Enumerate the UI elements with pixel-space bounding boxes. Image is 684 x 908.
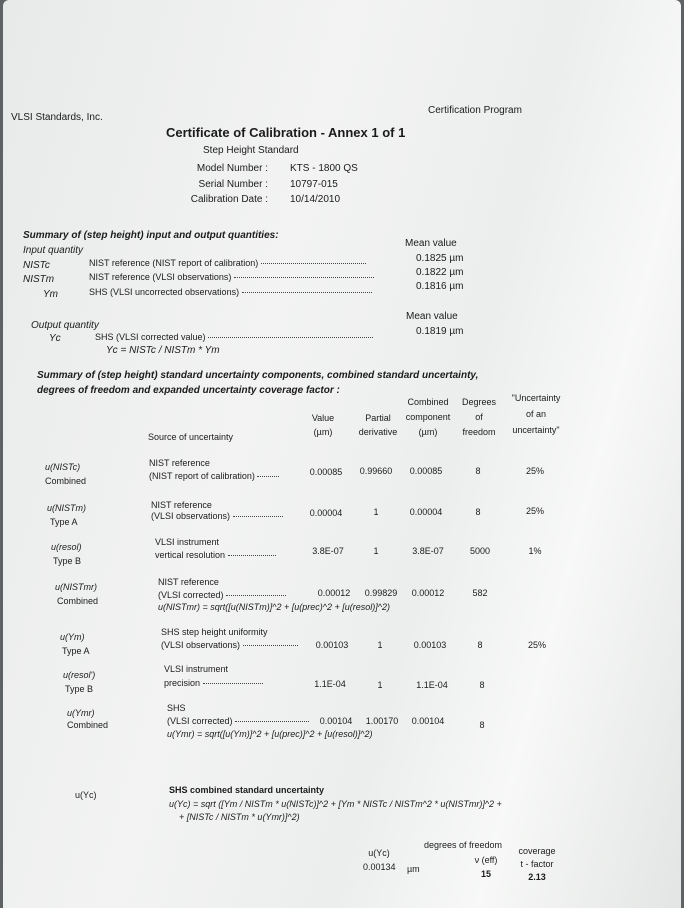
uncertainty-percent: 25% (527, 640, 546, 650)
serial-value: 10797-015 (290, 179, 338, 190)
uncertainty-symbol: u(Ym) (60, 632, 85, 642)
column-header-combined: Combined (407, 397, 449, 407)
input-mean-value: 0.1822 µm (416, 267, 464, 278)
uncertainty-source: (VLSI corrected) (167, 716, 309, 726)
partial-derivative: 1 (373, 507, 379, 517)
uncertainty-source: NIST reference (149, 458, 210, 468)
column-header-degrees: of (475, 412, 483, 422)
combined-formula: u(Yc) = sqrt ([Ym / NISTm * u(NISTc)]^2 + [Ym * NISTc / NISTm^2 * u(NISTmr)]^2 + (169, 799, 502, 809)
company-name: VLSI Standards, Inc. (11, 112, 103, 123)
uncertainty-value: 0.00004 (309, 508, 343, 518)
output-mean-value: 0.1819 µm (416, 326, 464, 337)
partial-derivative: 1 (377, 640, 383, 650)
coverage-label: t - factor (520, 859, 554, 869)
output-formula: Yc = NISTc / NISTm * Ym (106, 345, 220, 356)
column-header-partial: Partial (365, 413, 391, 423)
degrees-of-freedom: 5000 (469, 546, 491, 556)
degrees-of-freedom: 8 (475, 466, 481, 476)
column-header-degrees: Degrees (461, 397, 497, 407)
uncertainty-type: Type A (62, 646, 90, 656)
input-symbol: NISTm (23, 274, 55, 285)
uncertainty-type: Combined (57, 596, 99, 606)
input-description: SHS (VLSI uncorrected observations) (89, 287, 372, 297)
degrees-of-freedom: 8 (477, 640, 483, 650)
uncertainty-source: (NIST report of calibration) (149, 471, 279, 481)
uncertainty-source: (VLSI observations) (161, 640, 298, 650)
uncertainty-source: VLSI instrument (164, 664, 229, 674)
uncertainty-source: (VLSI observations) (151, 511, 283, 521)
certificate-subtitle: Step Height Standard (203, 145, 299, 156)
column-header-uncertainty: "Uncertainty (511, 393, 561, 403)
uncertainty-source: precision (164, 678, 263, 688)
degrees-of-freedom: 582 (472, 588, 488, 598)
uncertainty-value: 3.8E-07 (312, 546, 344, 556)
dof-label: degrees of freedom (423, 840, 503, 850)
partial-derivative: 0.99829 (364, 588, 398, 598)
uncertainty-type: Type B (65, 684, 94, 694)
partial-derivative: 1 (373, 546, 379, 556)
uncertainty-type: Combined (45, 476, 87, 486)
output-quantity-label: Output quantity (31, 320, 99, 331)
combined-symbol: u(Yc) (75, 790, 97, 800)
date-value: 10/14/2010 (290, 194, 341, 205)
uncertainty-symbol: u(Ymr) (67, 708, 95, 718)
uncertainty-percent: 1% (528, 546, 542, 556)
uncertainty-heading: degrees of freedom and expanded uncertainty coverage factor : (37, 385, 340, 396)
coverage-label: coverage (518, 846, 556, 856)
uncertainty-source: NIST reference (158, 577, 219, 587)
column-header-degrees: freedom (462, 427, 496, 437)
input-symbol: NISTc (23, 260, 50, 271)
output-mean-label: Mean value (406, 311, 458, 322)
uncertainty-source: SHS (167, 703, 186, 713)
combined-component: 3.8E-07 (412, 546, 444, 556)
uncertainty-type: Combined (67, 720, 109, 730)
program-name: Certification Program (428, 105, 522, 116)
uncertainty-type: Type B (53, 556, 82, 566)
input-mean-value: 0.1825 µm (416, 253, 464, 264)
summary-input-heading: Summary of (step height) input and output quantities: (23, 230, 279, 241)
uncertainty-formula: u(Ymr) = sqrt([u(Ym)]^2 + [u(prec)]^2 + [u(resol)]^2) (167, 729, 373, 739)
model-label: Model Number : (196, 163, 268, 174)
uncertainty-percent: 25% (525, 506, 544, 516)
uncertainty-source: (VLSI corrected) (158, 590, 286, 600)
uncertainty-symbol: u(NISTc) (45, 462, 81, 472)
dof-value: 15 (480, 869, 491, 879)
uncertainty-source: SHS step height uniformity (161, 627, 268, 637)
uncertainty-symbol: u(resol') (63, 670, 96, 680)
uncertainty-type: Type A (50, 517, 78, 527)
uncertainty-heading: Summary of (step height) standard uncertainty components, combined standard uncertainty, (37, 370, 479, 381)
combined-component: 1.1E-04 (416, 680, 448, 690)
uncertainty-value: 0.00104 (319, 716, 353, 726)
combined-component: 0.00085 (409, 466, 443, 476)
input-mean-value: 0.1816 µm (416, 281, 464, 292)
output-description: SHS (VLSI corrected value) (95, 332, 373, 342)
uncertainty-source: VLSI instrument (155, 537, 220, 547)
column-header-uncertainty: of an (525, 409, 547, 419)
coverage-value: 2.13 (528, 872, 546, 882)
serial-label: Serial Number : (198, 179, 268, 190)
dof-label: ν (eff) (474, 855, 498, 865)
input-quantity-label: Input quantity (23, 245, 84, 256)
column-header-value: Value (311, 413, 335, 423)
output-symbol: Yc (49, 333, 61, 344)
partial-derivative: 1 (377, 680, 383, 690)
degrees-of-freedom: 8 (475, 507, 481, 517)
result-unit: µm (407, 864, 420, 874)
column-header-source: Source of uncertainty (148, 432, 234, 442)
combined-component: 0.00103 (413, 640, 447, 650)
uncertainty-symbol: u(NISTm) (47, 503, 86, 513)
column-header-uncertainty: uncertainty" (512, 425, 560, 435)
uncertainty-source: NIST reference (151, 500, 212, 510)
date-label: Calibration Date : (190, 194, 268, 205)
uncertainty-value: 0.00103 (315, 640, 349, 650)
model-value: KTS - 1800 QS (290, 163, 358, 174)
partial-derivative: 1.00170 (365, 716, 399, 726)
result-value: 0.00134 (363, 862, 396, 872)
mean-value-label: Mean value (405, 238, 457, 249)
combined-formula: + [NISTc / NISTm * u(Ymr)]^2) (179, 812, 300, 822)
combined-component: 0.00004 (409, 507, 443, 517)
combined-component: 0.00104 (411, 716, 445, 726)
uncertainty-percent: 25% (525, 466, 544, 476)
result-label: u(Yc) (368, 848, 390, 858)
partial-derivative: 0.99660 (359, 466, 393, 476)
uncertainty-symbol: u(NISTmr) (55, 582, 97, 592)
degrees-of-freedom: 8 (479, 720, 485, 730)
input-description: NIST reference (VLSI observations) (89, 272, 374, 282)
combined-heading: SHS combined standard uncertainty (169, 785, 325, 795)
uncertainty-symbol: u(resol) (51, 542, 82, 552)
column-header-value: (µm) (313, 427, 333, 437)
combined-component: 0.00012 (411, 588, 445, 598)
certificate-sheet (3, 0, 681, 908)
input-description: NIST reference (NIST report of calibration) (89, 258, 366, 268)
input-symbol: Ym (43, 289, 58, 300)
column-header-partial: derivative (358, 427, 398, 437)
uncertainty-value: 1.1E-04 (314, 679, 346, 689)
certificate-title: Certificate of Calibration - Annex 1 of 1 (166, 125, 406, 140)
uncertainty-source: vertical resolution (155, 550, 276, 560)
uncertainty-value: 0.00085 (309, 467, 343, 477)
degrees-of-freedom: 8 (479, 680, 485, 690)
column-header-combined: component (405, 412, 451, 422)
uncertainty-formula: u(NISTmr) = sqrt([u(NISTm)]^2 + [u(prec)^2 + [u(resol)]^2) (158, 602, 390, 612)
uncertainty-value: 0.00012 (317, 588, 351, 598)
column-header-combined: (µm) (418, 427, 438, 437)
